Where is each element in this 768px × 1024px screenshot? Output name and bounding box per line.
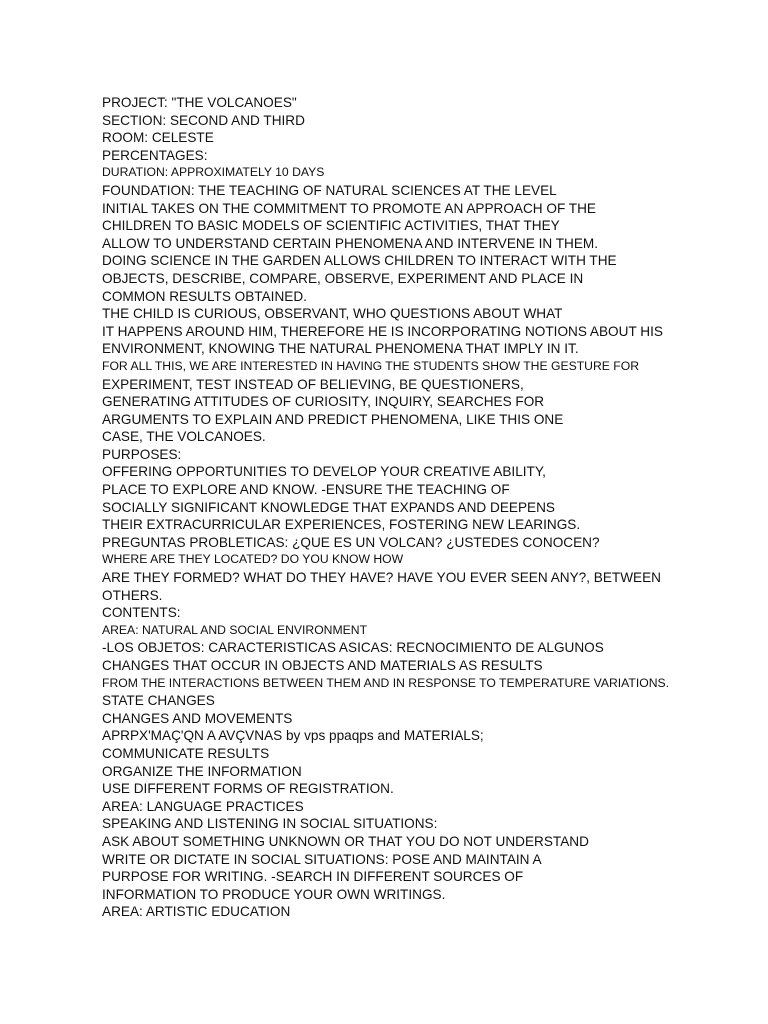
text-line: WHERE ARE THEY LOCATED? DO YOU KNOW HOW bbox=[102, 552, 404, 567]
text-line: APRPX'MAÇ'QN A AVÇVNAS by vps ppaqps and MATERIALS; bbox=[102, 728, 484, 744]
text-line: SPEAKING AND LISTENING IN SOCIAL SITUATIONS: bbox=[102, 816, 438, 832]
duration-line: DURATION: APPROXIMATELY 10 DAYS bbox=[102, 165, 325, 180]
area-heading: AREA: LANGUAGE PRACTICES bbox=[102, 798, 304, 814]
text-line: COMMUNICATE RESULTS bbox=[102, 745, 270, 761]
text-line: CHILDREN TO BASIC MODELS OF SCIENTIFIC ACTIVITIES, THAT THEY bbox=[102, 218, 560, 234]
contents-heading: CONTENTS: bbox=[102, 605, 181, 621]
text-line: CASE, THE VOLCANOES. bbox=[102, 429, 266, 445]
text-line: ASK ABOUT SOMETHING UNKNOWN OR THAT YOU DO NOT UNDERSTAND bbox=[102, 833, 589, 849]
text-line: STATE CHANGES bbox=[102, 693, 215, 709]
foundation-line: FOUNDATION: THE TEACHING OF NATURAL SCIENCES AT THE LEVEL bbox=[102, 182, 557, 198]
text-line: THE CHILD IS CURIOUS, OBSERVANT, WHO QUESTIONS ABOUT WHAT bbox=[102, 306, 563, 322]
text-line: ARE THEY FORMED? WHAT DO THEY HAVE? HAVE YOU EVER SEEN ANY?, BETWEEN bbox=[102, 570, 661, 586]
text-line: OBJECTS, DESCRIBE, COMPARE, OBSERVE, EXPERIMENT AND PLACE IN bbox=[102, 270, 584, 286]
area-heading: AREA: NATURAL AND SOCIAL ENVIRONMENT bbox=[102, 622, 368, 637]
text-line: GENERATING ATTITUDES OF CURIOSITY, INQUIRY, SEARCHES FOR bbox=[102, 394, 545, 410]
room-line: ROOM: CELESTE bbox=[102, 130, 214, 146]
text-line: OTHERS. bbox=[102, 587, 163, 603]
purposes-heading: PURPOSES: bbox=[102, 446, 182, 462]
text-line: -LOS OBJETOS: CARACTERISTICAS ASICAS: RECNOCIMIENTO DE ALGUNOS bbox=[102, 640, 604, 656]
text-line: PLACE TO EXPLORE AND KNOW. -ENSURE THE TEACHING OF bbox=[102, 482, 510, 498]
text-line: FROM THE INTERACTIONS BETWEEN THEM AND IN RESPONSE TO TEMPERATURE VARIATIONS. bbox=[102, 675, 670, 690]
text-line: EXPERIMENT, TEST INSTEAD OF BELIEVING, BE QUESTIONERS, bbox=[102, 376, 524, 392]
text-line: USE DIFFERENT FORMS OF REGISTRATION. bbox=[102, 781, 394, 797]
text-line: ENVIRONMENT, KNOWING THE NATURAL PHENOMENA THAT IMPLY IN IT. bbox=[102, 341, 579, 357]
text-line: FOR ALL THIS, WE ARE INTERESTED IN HAVING THE STUDENTS SHOW THE GESTURE FOR bbox=[102, 358, 639, 373]
problem-questions-line: PREGUNTAS PROBLETICAS: ¿QUE ES UN VOLCAN? ¿USTEDES CONOCEN? bbox=[102, 534, 600, 550]
text-line: OFFERING OPPORTUNITIES TO DEVELOP YOUR CREATIVE ABILITY, bbox=[102, 464, 546, 480]
area-heading: AREA: ARTISTIC EDUCATION bbox=[102, 904, 291, 920]
text-line: ORGANIZE THE INFORMATION bbox=[102, 763, 302, 779]
text-line: DOING SCIENCE IN THE GARDEN ALLOWS CHILDREN TO INTERACT WITH THE bbox=[102, 253, 617, 269]
text-line: ARGUMENTS TO EXPLAIN AND PREDICT PHENOMENA, LIKE THIS ONE bbox=[102, 411, 564, 427]
text-line: PURPOSE FOR WRITING. -SEARCH IN DIFFERENT SOURCES OF bbox=[102, 869, 524, 885]
percentages-line: PERCENTAGES: bbox=[102, 147, 208, 163]
text-line: COMMON RESULTS OBTAINED. bbox=[102, 288, 307, 304]
section-line: SECTION: SECOND AND THIRD bbox=[102, 112, 305, 128]
text-line: ALLOW TO UNDERSTAND CERTAIN PHENOMENA AND INTERVENE IN THEM. bbox=[102, 235, 599, 251]
text-line: SOCIALLY SIGNIFICANT KNOWLEDGE THAT EXPANDS AND DEEPENS bbox=[102, 499, 555, 515]
text-line: INFORMATION TO PRODUCE YOUR OWN WRITINGS. bbox=[102, 886, 446, 902]
text-line: CHANGES AND MOVEMENTS bbox=[102, 710, 293, 726]
text-line: CHANGES THAT OCCUR IN OBJECTS AND MATERIALS AS RESULTS bbox=[102, 658, 543, 673]
project-title-line: PROJECT: "THE VOLCANOES" bbox=[102, 95, 297, 110]
document-body bbox=[102, 94, 742, 921]
text-line: WRITE OR DICTATE IN SOCIAL SITUATIONS: POSE AND MAINTAIN A bbox=[102, 851, 542, 867]
text-line: IT HAPPENS AROUND HIM, THEREFORE HE IS INCORPORATING NOTIONS ABOUT HIS bbox=[102, 323, 663, 339]
text-line: THEIR EXTRACURRICULAR EXPERIENCES, FOSTERING NEW LEARINGS. bbox=[102, 517, 581, 533]
text-line: INITIAL TAKES ON THE COMMITMENT TO PROMOTE AN APPROACH OF THE bbox=[102, 200, 596, 216]
